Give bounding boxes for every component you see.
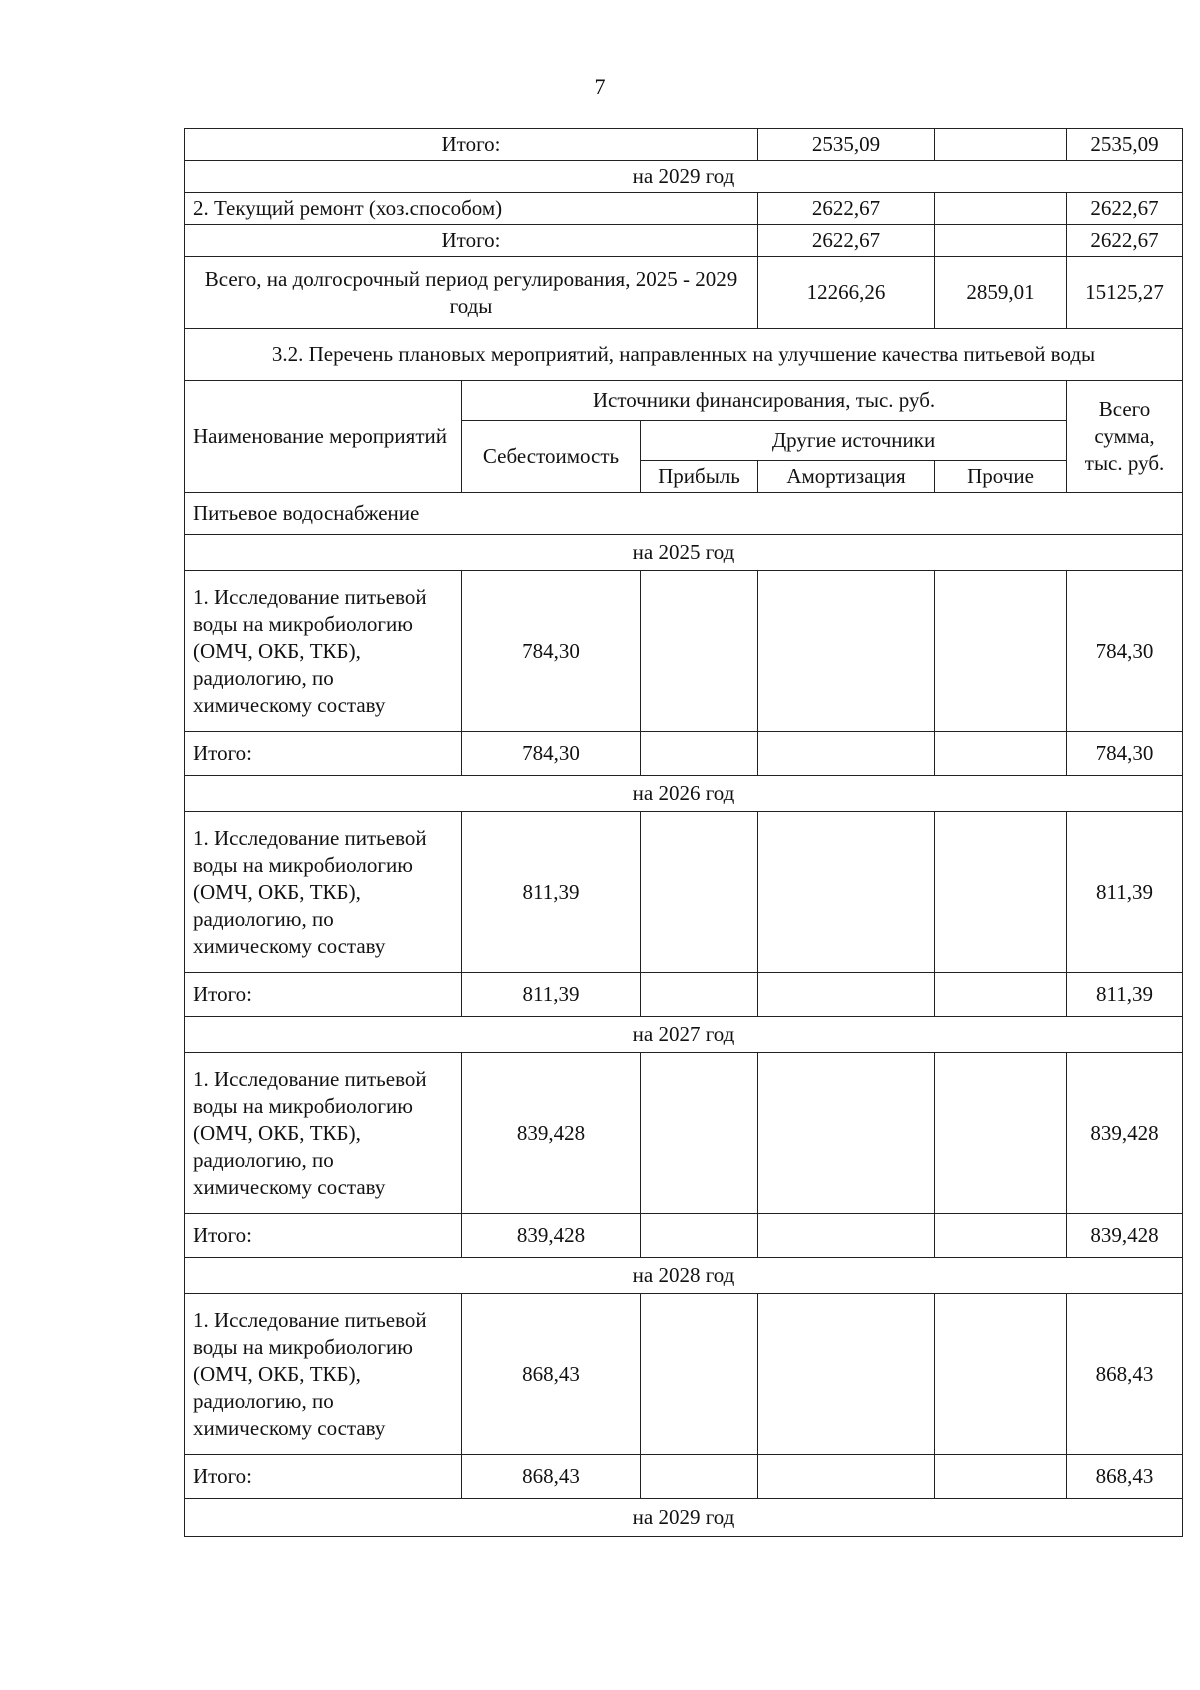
profit-cell	[641, 973, 758, 1017]
header-row	[185, 381, 1183, 421]
sebestoimost-value: 2622,67	[758, 193, 935, 225]
itogo-row	[185, 1214, 1183, 1258]
year-label: на 2029 год	[185, 1499, 1183, 1537]
amortization-cell	[758, 973, 935, 1017]
total-value: 2622,67	[1067, 193, 1183, 225]
total-value: 784,30	[1067, 571, 1183, 732]
measure-name: 1. Исследование питьевой воды на микробиологию (ОМЧ, ОКБ, ТКБ), радиологию, по химическому составу	[185, 1294, 462, 1455]
total-value: 839,428	[1067, 1214, 1183, 1258]
amortization-cell	[758, 1053, 935, 1214]
amortization-cell	[758, 1214, 935, 1258]
amortization-cell	[758, 1294, 935, 1455]
profit-cell	[641, 1053, 758, 1214]
itogo-label: Итого:	[185, 129, 758, 161]
year-row	[185, 1499, 1183, 1537]
sebestoimost-value: 784,30	[462, 732, 641, 776]
section-title: 3.2. Перечень плановых мероприятий, направленных на улучшение качества питьевой воды	[185, 329, 1183, 381]
sebestoimost-value: 811,39	[462, 973, 641, 1017]
group-label: Питьевое водоснабжение	[185, 493, 1183, 535]
year-label: на 2029 год	[185, 161, 1183, 193]
itogo-row	[185, 1455, 1183, 1499]
measure-name: 1. Исследование питьевой воды на микробиологию (ОМЧ, ОКБ, ТКБ), радиологию, по химическому составу	[185, 812, 462, 973]
table-row	[185, 1294, 1183, 1455]
table-row	[185, 225, 1183, 257]
amortization-value	[935, 225, 1067, 257]
measure-name: 2. Текущий ремонт (хоз.способом)	[185, 193, 758, 225]
amortization-value	[935, 193, 1067, 225]
profit-cell	[641, 732, 758, 776]
sebestoimost-value: 12266,26	[758, 257, 935, 329]
total-value: 839,428	[1067, 1053, 1183, 1214]
header-sebestoimost: Себестоимость	[462, 421, 641, 493]
header-other-sources: Другие источники	[641, 421, 1067, 461]
group-row	[185, 493, 1183, 535]
itogo-label: Итого:	[185, 973, 462, 1017]
itogo-label: Итого:	[185, 1214, 462, 1258]
year-row	[185, 776, 1183, 812]
header-profit: Прибыль	[641, 461, 758, 493]
total-value: 15125,27	[1067, 257, 1183, 329]
sebestoimost-value: 839,428	[462, 1053, 641, 1214]
sebestoimost-value: 2622,67	[758, 225, 935, 257]
period-total-label: Всего, на долгосрочный период регулирования, 2025 - 2029 годы	[185, 257, 758, 329]
other-cell	[935, 973, 1067, 1017]
other-cell	[935, 571, 1067, 732]
profit-cell	[641, 1214, 758, 1258]
itogo-label: Итого:	[185, 1455, 462, 1499]
other-cell	[935, 1455, 1067, 1499]
header-measure-name: Наименование мероприятий	[185, 381, 462, 493]
table-row	[185, 812, 1183, 973]
sebestoimost-value: 839,428	[462, 1214, 641, 1258]
other-cell	[935, 1294, 1067, 1455]
table-row	[185, 193, 1183, 225]
year-row	[185, 1017, 1183, 1053]
other-cell	[935, 1053, 1067, 1214]
year-label: на 2025 год	[185, 535, 1183, 571]
total-value: 868,43	[1067, 1455, 1183, 1499]
measure-name: 1. Исследование питьевой воды на микробиологию (ОМЧ, ОКБ, ТКБ), радиологию, по химическому составу	[185, 1053, 462, 1214]
measure-name: 1. Исследование питьевой воды на микробиологию (ОМЧ, ОКБ, ТКБ), радиологию, по химическому составу	[185, 571, 462, 732]
table-row	[185, 1053, 1183, 1214]
sebestoimost-value: 811,39	[462, 812, 641, 973]
sebestoimost-value: 2535,09	[758, 129, 935, 161]
total-value: 2535,09	[1067, 129, 1183, 161]
header-amortization: Амортизация	[758, 461, 935, 493]
year-label: на 2026 год	[185, 776, 1183, 812]
profit-cell	[641, 1294, 758, 1455]
year-row	[185, 1258, 1183, 1294]
itogo-label: Итого:	[185, 225, 758, 257]
sebestoimost-value: 868,43	[462, 1455, 641, 1499]
year-label: на 2028 год	[185, 1258, 1183, 1294]
amortization-cell	[758, 812, 935, 973]
amortization-cell	[758, 732, 935, 776]
profit-cell	[641, 812, 758, 973]
other-cell	[935, 812, 1067, 973]
total-value: 811,39	[1067, 973, 1183, 1017]
other-cell	[935, 732, 1067, 776]
sebestoimost-value: 868,43	[462, 1294, 641, 1455]
total-period-row	[185, 257, 1183, 329]
year-label: на 2027 год	[185, 1017, 1183, 1053]
header-total: Всего сумма, тыс. руб.	[1067, 381, 1183, 493]
page-number: 7	[594, 74, 606, 99]
year-row	[185, 535, 1183, 571]
amortization-value: 2859,01	[935, 257, 1067, 329]
amortization-cell	[758, 1455, 935, 1499]
amortization-value	[935, 129, 1067, 161]
profit-cell	[641, 571, 758, 732]
total-value: 2622,67	[1067, 225, 1183, 257]
header-sources: Источники финансирования, тыс. руб.	[462, 381, 1067, 421]
total-value: 868,43	[1067, 1294, 1183, 1455]
table-row	[185, 571, 1183, 732]
total-value: 811,39	[1067, 812, 1183, 973]
total-value: 784,30	[1067, 732, 1183, 776]
sebestoimost-value: 784,30	[462, 571, 641, 732]
other-cell	[935, 1214, 1067, 1258]
header-other: Прочие	[935, 461, 1067, 493]
itogo-label: Итого:	[185, 732, 462, 776]
year-row	[185, 161, 1183, 193]
itogo-row	[185, 973, 1183, 1017]
itogo-row	[185, 732, 1183, 776]
financing-table	[184, 128, 1183, 1537]
table-row	[185, 129, 1183, 161]
profit-cell	[641, 1455, 758, 1499]
amortization-cell	[758, 571, 935, 732]
section-title-row	[185, 329, 1183, 381]
